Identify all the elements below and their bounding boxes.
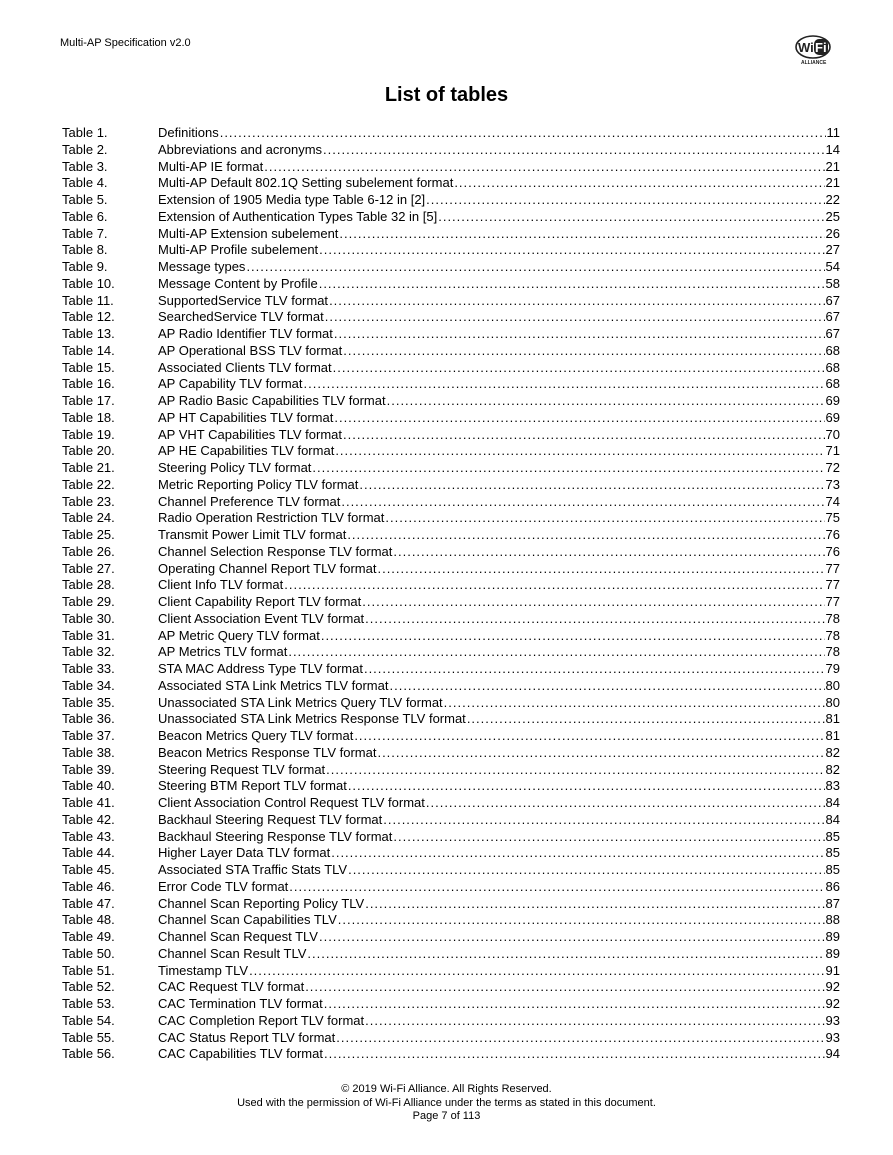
toc-dot-leader (359, 477, 824, 494)
toc-entry-title[interactable]: AP VHT Capabilities TLV format (158, 426, 343, 442)
toc-entry-number: Table 24. (62, 510, 115, 526)
toc-entry-page[interactable]: 77 (825, 577, 840, 593)
toc-entry[interactable] (62, 745, 840, 762)
toc-dot-leader (329, 293, 824, 310)
toc-entry-number: Table 49. (62, 929, 115, 944)
toc-entry[interactable] (62, 510, 840, 527)
toc-dot-leader (377, 745, 824, 762)
toc-entry-title[interactable]: AP Operational BSS TLV format (158, 342, 343, 358)
toc-entry-number: Table 54. (62, 1012, 115, 1028)
toc-entry-number: Table 56. (62, 1046, 115, 1062)
toc-entry-number: Table 28. (62, 577, 115, 593)
toc-entry-page[interactable]: 76 (825, 527, 840, 542)
toc-entry-number: Table 7. (62, 225, 108, 241)
toc-entry-number: Table 47. (62, 895, 115, 911)
toc-entry-page[interactable]: 87 (825, 895, 840, 911)
toc-entry-page[interactable]: 93 (825, 1029, 840, 1045)
toc-dot-leader (307, 946, 824, 963)
toc-entry-number: Table 50. (62, 945, 115, 961)
svg-text:ALLIANCE: ALLIANCE (801, 60, 827, 66)
toc-dot-leader (331, 845, 824, 862)
toc-entry[interactable] (62, 443, 840, 460)
toc-dot-leader (319, 242, 824, 259)
toc-dot-leader (454, 175, 824, 192)
toc-entry-page[interactable]: 85 (825, 862, 840, 877)
toc-entry-number: Table 13. (62, 326, 115, 341)
toc-entry-number: Table 38. (62, 744, 115, 760)
toc-entry[interactable] (62, 661, 840, 678)
toc-entry-number: Table 1. (62, 125, 108, 140)
toc-entry-page[interactable]: 80 (825, 694, 840, 710)
toc-entry[interactable] (62, 192, 840, 209)
toc-entry-title[interactable]: Channel Preference TLV format (158, 493, 341, 509)
toc-entry-title[interactable]: CAC Request TLV format (158, 979, 305, 995)
toc-entry-page[interactable]: 67 (825, 292, 840, 308)
toc-entry-number: Table 36. (62, 711, 115, 727)
toc-entry[interactable] (62, 628, 840, 645)
toc-dot-leader (246, 259, 824, 276)
toc-entry-title[interactable]: Operating Channel Report TLV format (158, 560, 377, 576)
toc-entry[interactable] (62, 1046, 840, 1063)
toc-entry-page[interactable]: 86 (825, 878, 840, 894)
toc-entry[interactable] (62, 644, 840, 661)
toc-entry-title[interactable]: Beacon Metrics Query TLV format (158, 728, 354, 743)
toc-entry-number: Table 55. (62, 1029, 115, 1045)
toc-dot-leader (325, 309, 825, 326)
toc-entry-page[interactable]: 91 (825, 962, 840, 978)
toc-entry-title[interactable]: Channel Scan Request TLV (158, 929, 318, 944)
page-title: List of tables (384, 84, 509, 106)
toc-entry-number: Table 51. (62, 962, 115, 978)
toc-entry-title[interactable]: CAC Termination TLV format (158, 996, 323, 1011)
toc-entry-number: Table 42. (62, 811, 115, 827)
toc-entry-page[interactable]: 74 (825, 493, 840, 509)
toc-entry-number: Table 29. (62, 594, 115, 609)
toc-entry-page[interactable]: 68 (825, 359, 840, 375)
toc-entry-page[interactable]: 69 (825, 393, 840, 408)
toc-entry[interactable] (62, 142, 840, 159)
toc-dot-leader (338, 912, 825, 929)
toc-dot-leader (444, 695, 825, 712)
toc-entry-page[interactable]: 78 (825, 627, 840, 643)
toc-entry-title[interactable]: Definitions (158, 125, 219, 140)
toc-entry-title[interactable]: Channel Scan Capabilities TLV (158, 912, 337, 928)
toc-dot-leader (323, 142, 825, 159)
toc-dot-leader (341, 494, 824, 511)
toc-entry[interactable] (62, 209, 840, 226)
toc-entry-title[interactable]: Steering BTM Report TLV format (158, 778, 347, 794)
toc-dot-leader (288, 644, 824, 661)
toc-entry-page[interactable]: 92 (825, 996, 840, 1011)
toc-dot-leader (289, 879, 824, 896)
toc-dot-leader (365, 1013, 824, 1030)
toc-entry-page[interactable]: 76 (825, 543, 840, 559)
toc-entry[interactable] (62, 879, 840, 896)
toc-entry-number: Table 39. (62, 761, 115, 777)
toc-entry-page[interactable]: 93 (825, 1012, 840, 1028)
toc-entry[interactable] (62, 360, 840, 377)
toc-entry-number: Table 22. (62, 476, 115, 492)
toc-entry-title[interactable]: STA MAC Address Type TLV format (158, 661, 363, 676)
toc-entry-number: Table 18. (62, 409, 115, 425)
toc-entry-title[interactable]: AP Capability TLV format (158, 376, 303, 392)
toc-entry-page[interactable]: 22 (825, 192, 840, 207)
toc-dot-leader (264, 159, 824, 176)
toc-entry-number: Table 31. (62, 627, 115, 643)
toc-entry-title[interactable]: CAC Capabilities TLV format (158, 1046, 323, 1062)
toc-entry[interactable] (62, 795, 840, 812)
toc-entry[interactable] (62, 242, 840, 259)
toc-dot-leader (377, 561, 824, 578)
toc-entry[interactable] (62, 912, 840, 929)
toc-dot-leader (319, 276, 825, 293)
toc-dot-leader (389, 678, 824, 695)
toc-entry-page[interactable]: 14 (825, 141, 840, 157)
toc-entry-page[interactable]: 25 (825, 208, 840, 224)
toc-entry-page[interactable]: 82 (825, 761, 840, 777)
toc-entry[interactable] (62, 594, 840, 611)
toc-entry[interactable] (62, 326, 840, 343)
toc-entry-number: Table 48. (62, 912, 115, 928)
toc-entry[interactable] (62, 494, 840, 511)
toc-entry-number: Table 43. (62, 828, 115, 844)
toc-entry-page[interactable]: 72 (825, 460, 840, 475)
toc-entry-title[interactable]: Metric Reporting Policy TLV format (158, 476, 359, 492)
toc-entry-number: Table 23. (62, 493, 115, 509)
toc-entry-page[interactable]: 26 (825, 225, 840, 241)
toc-dot-leader (383, 812, 824, 829)
toc-dot-leader (365, 896, 824, 913)
toc-entry-page[interactable]: 81 (825, 728, 840, 743)
toc-entry-title[interactable]: SupportedService TLV format (158, 292, 329, 308)
toc-entry[interactable] (62, 125, 840, 142)
toc-entry-title[interactable]: Backhaul Steering Response TLV format (158, 828, 393, 844)
toc-entry-title[interactable]: Timestamp TLV (158, 962, 249, 978)
toc-entry-number: Table 20. (62, 443, 115, 459)
toc-entry-title[interactable]: AP HE Capabilities TLV format (158, 443, 335, 459)
toc-entry[interactable] (62, 393, 840, 410)
toc-entry-page[interactable]: 68 (825, 376, 840, 392)
toc-entry[interactable] (62, 728, 840, 745)
toc-dot-leader (334, 410, 824, 427)
toc-dot-leader (365, 611, 824, 628)
toc-entry[interactable] (62, 678, 840, 695)
toc-entry[interactable] (62, 979, 840, 996)
toc-entry-number: Table 9. (62, 259, 108, 274)
toc-entry-number: Table 33. (62, 661, 115, 676)
toc-entry-title[interactable]: Abbreviations and acronyms (158, 141, 323, 157)
toc-entry[interactable] (62, 376, 840, 393)
toc-entry-title[interactable]: Extension of Authentication Types Table 32 in [5] (158, 208, 438, 224)
toc-entry-title[interactable]: Steering Request TLV format (158, 761, 326, 777)
toc-dot-leader (426, 192, 824, 209)
toc-entry-title[interactable]: AP HT Capabilities TLV format (158, 409, 334, 425)
toc-entry-title[interactable]: Multi-AP Default 802.1Q Setting subelement format (158, 175, 454, 191)
toc-entry[interactable] (62, 561, 840, 578)
toc-dot-leader (426, 795, 825, 812)
toc-dot-leader (326, 762, 824, 779)
toc-entry-number: Table 12. (62, 309, 115, 325)
svg-text:Fi: Fi (815, 40, 827, 55)
toc-entry-number: Table 4. (62, 175, 108, 191)
toc-entry[interactable] (62, 343, 840, 360)
toc-entry-number: Table 2. (62, 141, 108, 157)
toc-entry-title[interactable]: Message Content by Profile (158, 275, 318, 291)
toc-entry-title[interactable]: Channel Scan Result TLV (158, 945, 307, 961)
toc-dot-leader (393, 829, 824, 846)
toc-entry-number: Table 8. (62, 242, 108, 258)
toc-entry-page[interactable]: 54 (825, 259, 840, 274)
toc-dot-leader (321, 628, 825, 645)
toc-entry-title[interactable]: AP Metric Query TLV format (158, 627, 320, 643)
toc-entry-title[interactable]: AP Metrics TLV format (158, 644, 288, 660)
toc-entry[interactable] (62, 946, 840, 963)
toc-entry-page[interactable]: 89 (825, 929, 840, 944)
toc-entry[interactable] (62, 226, 840, 243)
toc-entry-page[interactable]: 67 (825, 326, 840, 341)
toc-entry[interactable] (62, 778, 840, 795)
toc-dot-leader (339, 226, 824, 243)
toc-entry-title[interactable]: Steering Policy TLV format (158, 460, 312, 475)
toc-entry-number: Table 10. (62, 275, 115, 291)
toc-entry-title[interactable]: Backhaul Steering Request TLV format (158, 811, 383, 827)
toc-entry-title[interactable]: Associated Clients TLV format (158, 359, 332, 375)
toc-entry-title[interactable]: CAC Completion Report TLV format (158, 1012, 365, 1028)
toc-entry-number: Table 26. (62, 543, 115, 559)
toc-dot-leader (387, 393, 825, 410)
toc-entry[interactable] (62, 293, 840, 310)
document-header-title: Multi-AP Specification v2.0 (60, 37, 191, 49)
toc-entry-number: Table 41. (62, 795, 115, 810)
toc-entry-title[interactable]: AP Radio Identifier TLV format (158, 326, 333, 341)
toc-dot-leader (347, 527, 824, 544)
toc-entry[interactable] (62, 829, 840, 846)
toc-entry-title[interactable]: AP Radio Basic Capabilities TLV format (158, 393, 386, 408)
toc-entry-page[interactable]: 73 (825, 476, 840, 492)
toc-dot-leader (305, 979, 824, 996)
toc-entry-title[interactable]: Message types (158, 259, 246, 274)
toc-entry[interactable] (62, 845, 840, 862)
toc-entry-number: Table 37. (62, 728, 115, 743)
toc-entry-title[interactable]: Client Association Control Request TLV format (158, 795, 425, 810)
toc-entry-number: Table 3. (62, 158, 108, 174)
toc-entry-number: Table 15. (62, 359, 115, 375)
toc-entry-title[interactable]: Multi-AP Extension subelement (158, 225, 339, 241)
toc-entry-page[interactable]: 78 (825, 644, 840, 660)
toc-entry-title[interactable]: Client Association Event TLV format (158, 610, 365, 626)
wifi-alliance-logo (793, 31, 837, 67)
toc-entry[interactable] (62, 159, 840, 176)
toc-dot-leader (333, 360, 825, 377)
toc-entry-number: Table 35. (62, 694, 115, 710)
toc-entry-page[interactable]: 67 (825, 309, 840, 325)
toc-entry-page[interactable]: 92 (825, 979, 840, 995)
toc-dot-leader (284, 577, 824, 594)
toc-entry-title[interactable]: Client Capability Report TLV format (158, 594, 362, 609)
toc-entry-number: Table 52. (62, 979, 115, 995)
toc-entry-page[interactable]: 89 (825, 945, 840, 961)
toc-dot-leader (319, 929, 825, 946)
toc-entry[interactable] (62, 963, 840, 980)
toc-entry[interactable] (62, 410, 840, 427)
toc-entry-number: Table 19. (62, 426, 115, 442)
toc-entry[interactable] (62, 762, 840, 779)
toc-entry[interactable] (62, 1030, 840, 1047)
toc-entry-title[interactable]: Unassociated STA Link Metrics Response TLV format (158, 711, 466, 727)
toc-entry-number: Table 53. (62, 996, 115, 1011)
toc-entry-number: Table 45. (62, 862, 115, 877)
toc-entry-title[interactable]: SearchedService TLV format (158, 309, 324, 325)
toc-dot-leader (312, 460, 824, 477)
toc-entry-title[interactable]: Associated STA Traffic Stats TLV (158, 862, 348, 877)
toc-dot-leader (348, 778, 825, 795)
toc-entry[interactable] (62, 276, 840, 293)
toc-entry[interactable] (62, 896, 840, 913)
toc-entry-title[interactable]: Transmit Power Limit TLV format (158, 527, 347, 542)
toc-entry-number: Table 21. (62, 460, 115, 475)
toc-entry-number: Table 34. (62, 677, 115, 693)
toc-entry-title[interactable]: Radio Operation Restriction TLV format (158, 510, 385, 526)
toc-entry-page[interactable]: 58 (825, 275, 840, 291)
toc-entry-page[interactable]: 82 (825, 744, 840, 760)
toc-entry-page[interactable]: 70 (825, 426, 840, 442)
toc-entry[interactable] (62, 527, 840, 544)
toc-entry-page[interactable]: 21 (825, 175, 840, 191)
toc-entry-page[interactable]: 79 (825, 661, 840, 676)
toc-entry-page[interactable]: 71 (825, 443, 840, 459)
toc-entry-title[interactable]: Extension of 1905 Media type Table 6-12 in [2] (158, 192, 426, 207)
toc-entry-number: Table 17. (62, 393, 115, 408)
toc-entry[interactable] (62, 812, 840, 829)
toc-entry-number: Table 6. (62, 208, 108, 224)
toc-dot-leader (467, 711, 825, 728)
toc-dot-leader (324, 1046, 825, 1063)
toc-entry-page[interactable]: 21 (825, 158, 840, 174)
toc-entry-number: Table 44. (62, 845, 115, 861)
toc-entry[interactable] (62, 577, 840, 594)
svg-text:Wi: Wi (798, 40, 814, 55)
toc-entry-page[interactable]: 83 (825, 778, 840, 794)
toc-entry-page[interactable]: 78 (825, 610, 840, 626)
toc-dot-leader (343, 427, 825, 444)
toc-entry-page[interactable]: 77 (825, 560, 840, 576)
toc-dot-leader (249, 963, 824, 980)
toc-entry-page[interactable]: 85 (825, 828, 840, 844)
toc-dot-leader (304, 376, 825, 393)
toc-entry-title[interactable]: Multi-AP Profile subelement (158, 242, 319, 258)
toc-entry-number: Table 27. (62, 560, 115, 576)
toc-entry[interactable] (62, 862, 840, 879)
toc-entry-page[interactable]: 68 (825, 342, 840, 358)
toc-entry-page[interactable]: 84 (825, 795, 840, 810)
toc-entry-number: Table 5. (62, 192, 108, 207)
toc-entry[interactable] (62, 175, 840, 192)
footer-copyright: © 2019 Wi-Fi Alliance. All Rights Reserved. (341, 1083, 552, 1095)
footer-permission: Used with the permission of Wi-Fi Alliance under the terms as stated in this document. (237, 1096, 656, 1109)
toc-dot-leader (324, 996, 825, 1013)
toc-dot-leader (334, 326, 825, 343)
toc-entry[interactable] (62, 711, 840, 728)
toc-dot-leader (364, 661, 825, 678)
toc-dot-leader (393, 544, 824, 561)
toc-entry[interactable] (62, 996, 840, 1013)
toc-entry-page[interactable]: 75 (825, 510, 840, 526)
toc-entry[interactable] (62, 477, 840, 494)
toc-entry-page[interactable]: 84 (825, 811, 840, 827)
toc-dot-leader (220, 125, 826, 142)
toc-entry[interactable] (62, 1013, 840, 1030)
toc-entry-title[interactable]: Higher Layer Data TLV format (158, 845, 331, 861)
toc-entry-title[interactable]: Associated STA Link Metrics TLV format (158, 677, 389, 693)
toc-entry-title[interactable]: Unassociated STA Link Metrics Query TLV format (158, 694, 443, 710)
toc-entry-page[interactable]: 81 (825, 711, 840, 727)
toc-entry[interactable] (62, 695, 840, 712)
toc-dot-leader (362, 594, 824, 611)
toc-dot-leader (335, 443, 824, 460)
toc-entry-number: Table 46. (62, 878, 115, 894)
toc-entry-page[interactable]: 27 (825, 242, 840, 258)
toc-dot-leader (385, 510, 824, 527)
toc-entry[interactable] (62, 544, 840, 561)
toc-entry-title[interactable]: Multi-AP IE format (158, 158, 264, 174)
toc-entry-title[interactable]: Channel Scan Reporting Policy TLV (158, 895, 365, 911)
page-footer (0, 1083, 893, 1124)
footer-page-number: Page 7 of 113 (412, 1110, 481, 1122)
toc-entry[interactable] (62, 929, 840, 946)
toc-entry-title[interactable]: Client Info TLV format (158, 577, 284, 593)
list-of-tables (62, 125, 840, 1063)
toc-entry-number: Table 25. (62, 527, 115, 542)
toc-dot-leader (348, 862, 824, 879)
toc-entry-title[interactable]: CAC Status Report TLV format (158, 1029, 336, 1045)
toc-dot-leader (336, 1030, 824, 1047)
toc-entry-page[interactable]: 69 (825, 409, 840, 425)
toc-entry-page[interactable]: 94 (825, 1046, 840, 1062)
toc-entry-page[interactable]: 80 (825, 677, 840, 693)
toc-entry[interactable] (62, 460, 840, 477)
toc-entry-number: Table 40. (62, 778, 115, 794)
toc-entry-number: Table 30. (62, 610, 115, 626)
toc-entry[interactable] (62, 259, 840, 276)
toc-dot-leader (343, 343, 824, 360)
toc-entry-title[interactable]: Channel Selection Response TLV format (158, 543, 393, 559)
toc-entry-page[interactable]: 11 (826, 125, 840, 140)
toc-entry[interactable] (62, 309, 840, 326)
toc-entry-number: Table 14. (62, 342, 115, 358)
toc-dot-leader (354, 728, 824, 745)
toc-entry-title[interactable]: Beacon Metrics Response TLV format (158, 744, 377, 760)
toc-entry[interactable] (62, 611, 840, 628)
toc-entry-number: Table 32. (62, 644, 115, 660)
toc-entry-page[interactable]: 88 (825, 912, 840, 928)
toc-entry-number: Table 11. (62, 292, 114, 308)
toc-entry-number: Table 16. (62, 376, 115, 392)
toc-dot-leader (438, 209, 824, 226)
toc-entry-page[interactable]: 77 (825, 594, 840, 609)
toc-entry-title[interactable]: Error Code TLV format (158, 878, 289, 894)
toc-entry-page[interactable]: 85 (825, 845, 840, 861)
toc-entry[interactable] (62, 427, 840, 444)
